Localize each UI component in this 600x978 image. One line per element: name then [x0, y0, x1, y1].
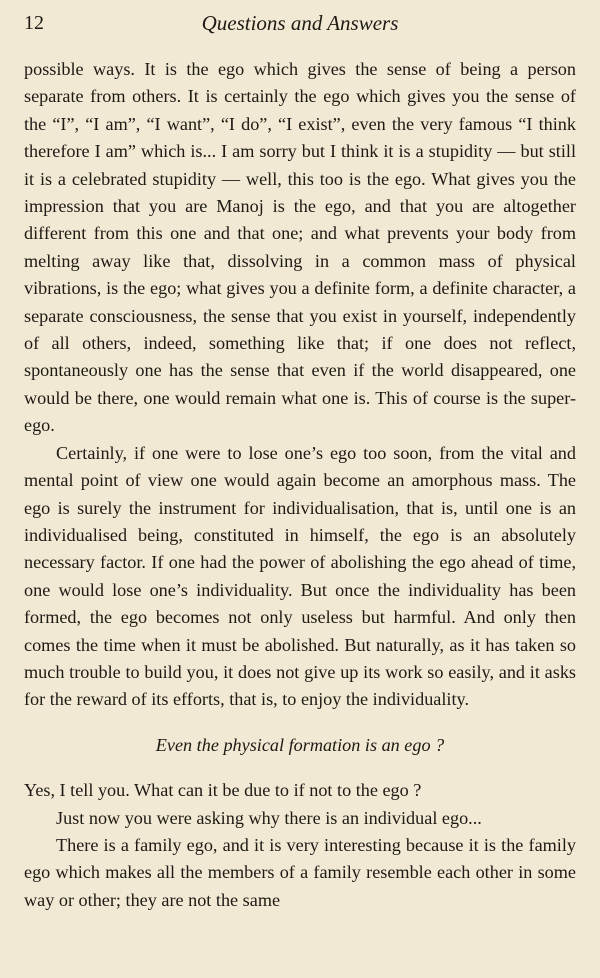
page-header [24, 8, 576, 38]
answer-paragraph: There is a family ego, and it is very interesting because it is the family ego which makes all the members of a family resemble each other in some way or other; they are not the same [24, 834, 576, 910]
answer-paragraph: Yes, I tell you. What can it be due to if not to the ego ? [24, 780, 422, 801]
body-text [24, 56, 576, 914]
paragraph: possible ways. It is the ego which gives the sense of being a person separate from others. It is certainly the ego which gives you the sense of the “I”, “I am”, “I want”, “I do”, “I exist”, even the very famous “I think therefore I am” which is... I am sorry but I think it is a stupidity — but still it is a celebrated stupidity — well, this too is the ego. What gives you the impression that you are Manoj is the ego, and that you are altogether different from this one and that one; and what prevents your body from melting away like that, dissolving in a common mass of physical vibrations, is the ego; what gives you a definite form, a definite character, a separate consciousness, the sense that you exist in yourself, independently of all others, indeed, something like that; if one does not reflect, spontaneously one has the sense that even if the world disappeared, one would be there, one would remain what one is. This of course is the super-ego. [24, 59, 576, 436]
answer-paragraph: Just now you were asking why there is an individual ego... [56, 807, 482, 828]
running-title: Questions and Answers [201, 10, 399, 35]
page-number: 12 [24, 11, 44, 34]
paragraph: Certainly, if one were to lose one’s ego too soon, from the vital and mental point of view one would again become an amorphous mass. The ego is surely the instrument for individualisation, that is, until one is an individualised being, constituted in himself, the ego is an absolutely necessary factor. If one had the power of abolishing the ego ahead of time, one would lose one’s individuality. But once the individuality has been formed, the ego becomes not only useless but harmful. And only then comes the time when it must be abolished. But naturally, as it has taken so much trouble to build you, it does not give up its work so easily, and it asks for the reward of its efforts, that is, to enjoy the individuality. [24, 442, 576, 710]
question-heading: Even the physical formation is an ego ? [155, 734, 445, 755]
